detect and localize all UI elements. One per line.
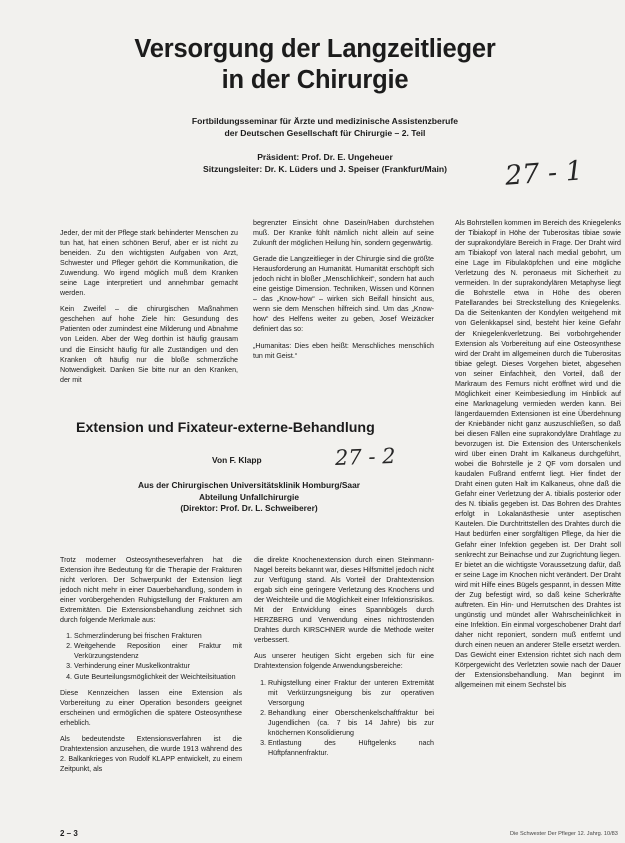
subtitle-line-1: Fortbildungsseminar für Ärzte und medizinische Assistenzberufe [191,116,459,126]
intro-paragraph: begrenzter Einsicht ohne Dasein/Haben durchstehen muß. Der Kranke fühlt nämlich nicht allein auf seine Zukunft der möglichen Heilung hin, sondern gegenwärtig. [253,219,434,248]
seminar-officials [110,151,540,175]
seminar-subtitle [110,115,540,139]
list-item: 2. Weitgehende Reposition einer Fraktur mit Verkürzungstendenz [74,641,242,661]
section-affiliation [80,480,418,515]
body-paragraph: Als Bohrstellen kommen im Bereich des Kniegelenks der Tibiakopf in Höhe der Tuberositas tibiae sowie der suprakondyläre Bereich in Frage. Der Draht wird am Tibiakopf von lateral nach medial gebohrt, um eine Lage im Fibulaköpfchen und eine mögliche Verletzung des N. peronaeus mit Sicherheit zu vermeiden. In der suprakondylären Metaphyse liegt die Bohrstelle etwa in Höhe des oberen Patellarandes bei Streckstellung des Kniegelenks. Da die Seitenkanten der Kondylen weitgehend mit von Gelenkkapsel sind, besteht hier keine Gefahr der Kniegelenkverletzung. Bei vorbohrgehender Extension als Vorbereitung auf eine Osteosynthese wird der Draht im allgemeinen durch die Tuberositas tibiae gelegt. Dieses Vorgehen bietet, abgesehen von seiner Einfachheit, den Vorteil, daß der Markraum des Femurs nicht eröffnet wird und die Möglichkeit einer Keimbesiedlung im Hinblick auf eine Marknagelung vermieden werden kann. Bei längerdauernden Extensionen ist eine Überdehnung der Kniebänder nicht ganz auszuschließen, so daß bei diesen Fällen eine suprakondyläre Drahtlage zu bevorzugen ist. Die Extension des Unterschenkels wird über einen Draht im Kalkaneus durchgeführt, wobei die Bohrstelle je 2 QF vom dorsalen und kaudalen Fußrand entfernt liegt. Hier findet der Draht einen guten Halt im Kalkaneus, ohne daß die Gefahr einer Verletzung der A. tibialis posterior oder des N. tibialis gegeben ist. Das Bohren des Drahtes erfolgt in Lokalanästhesie unter aseptischen Kautelen. Die Durchtrittstellen des Drahtes durch die Haut bedürfen einer sorgfältigen Pflege, da hier die Gefahr einer Infektion gegeben ist. Der Draht soll senkrecht zur Beinachse und zur Zugrichtung liegen. Er bietet an die wichtigste Voraussetzung dafür, daß er seine Lage im Knochen nicht verändert. Der Draht wird mit Hilfe eines Bügels gespannt, in dessen Mitte der Zug befestigt wird, so daß keine Scherkräfte auftreten. Ein Hin- und Herrutschen des Drahtes ist ungünstig und mündet aller Wahrscheinlichkeit in eine Infektion. Ein einmal vorgeschobener Draht darf daher nicht reponiert, sondern muß entfernt und durch einen neuen an anderer Stelle ersetzt werden. Das Gewicht einer Extension richtet sich nach dem Körpergewicht des Verletzten sowie nach der Dauer der Extensionsbehandlung. Man beginnt im allgemeinen mit einem Sechstel bis [455,219,622,690]
indications-list [254,678,434,758]
body-paragraph: Als bedeutendste Extensionsverfahren ist die Drahtextension anzusehen, die wurde 1913 während des 2. Balkankrieges von Rudolf KLAPP entwickelt, zu einem Zeitpunkt, als [60,734,242,773]
body-column-middle [254,555,434,764]
journal-footer: Die Schwester Der Pfleger 12. Jahrg. 10/83 [510,831,618,837]
session-lead-line: Sitzungsleiter: Dr. K. Lüders und J. Speiser (Frankfurt/Main) [202,164,447,174]
intro-paragraph: Gerade die Langzeitlieger in der Chirurgie sind die größte Herausforderung an Humanität. Humanität erschöpft sich jedoch nicht in bloßer „Menschlichkeit“, sondern hat auch eine geistige Dimension. Techniken, Wissen und Können – das „Know-how“ – wirken sich Beifall hinsicht aus, wenn sie dem Menschen hilfreich sind. Um das „Know-how“ des Helfens weiter zu geben, Josef Weizäcker definiert das so: [253,255,434,334]
body-paragraph: Trotz moderner Osteosyntheseverfahren hat die Extension ihre Bedeutung für die Therapie der Frakturen nicht verloren. Der Schwerpunkt der Extension liegt jedoch nicht mehr in einer Dauerbehandlung, sondern in einer vorübergehenden Ruhigstellung der Frakturen am Extremitäten. Die Extensionsbehandlung zeichnet sich durch folgende Merkmale aus: [60,556,242,625]
list-item: 1. Schmerzlinderung bei frischen Frakturen [74,631,242,641]
president-line: Präsident: Prof. Dr. E. Ungeheuer [257,152,393,162]
subtitle-line-2: der Deutschen Gesellschaft für Chirurgie – 2. Teil [224,128,426,138]
handwritten-annotation-2: 27 - 2 [334,443,396,471]
list-item: 1. Ruhigstellung einer Fraktur der unteren Extremität mit Verkürzungsneigung bis zur operativen Versorgung [268,678,434,708]
intro-paragraph: Kein Zweifel – die chirurgischen Maßnahmen geschehen auf hohe Ziele hin: Gesundung des Patienten oder zumindest eine Milderung und Abnahme von Leiden. Aber der Weg dorthin ist häufig grausam und die Einsicht häufig für alle Zuständigen und den Kranken oft häufig nur die bloße schmerzliche Notwendigkeit. Danken Sie bitte nur an den Kranken, der mit [60,305,238,384]
affiliation-line-2: Abteilung Unfallchirurgie [198,491,300,502]
intro-paragraph: Jeder, der mit der Pflege stark behinderter Menschen zu tun hat, hat einen schönen Beruf, aber er ist nicht zu beneiden. Zu den wichtigsten Aufgaben von Arzt, Schwester und Pfleger gehört die Kommunikation, die Zuwendung. Wo irgend möglich muß dem Kranken seine Lage interpretiert und annehmbar gemacht werden. [60,229,238,298]
intro-quote: „Humanitas: Dies eben heißt: Menschliches menschlich tun mit Geist.“ [253,341,434,360]
body-column-left [60,555,242,780]
article-title [80,34,550,96]
list-item: 3. Entlastung des Hüftgelenks nach Hüftpfannenfraktur. [268,738,434,758]
page-number: 2 – 3 [60,829,78,838]
list-item: 4. Gute Beurteilungsmöglichkeit der Weichteilsituation [74,672,242,682]
body-paragraph: Aus unserer heutigen Sicht ergeben sich für eine Drahtextension folgende Anwendungsbereiche: [254,652,434,671]
list-item: 2. Behandlung einer Oberschenkelschaftfraktur bei Jugendlichen (ca. 7 bis 14 Jahre) bis zur knöchernen Konsolidierung [268,708,434,738]
body-column-right [455,218,621,696]
handwritten-annotation-1: 27 - 1 [504,155,584,192]
intro-column-middle [253,218,434,367]
features-list [60,631,242,681]
body-paragraph: die direkte Knochenextension durch einen Steinmann-Nagel bereits bekannt war, dieses Hilfsmittel jedoch nicht zur Verfügung stand. Als Vorteil der Drahtextension ergab sich eine geringere Verletzung des Knochens und der Weichteile und die Möglichkeit einer Infektionsrisikos. Mit der Entwicklung eines Spannbügels durch HERZBERG und Verwendung eines nichtrostenden Drahtes durch KIRSCHNER wurde die Methode weiter verbessert. [254,556,434,645]
section-title: Extension und Fixateur-externe-Behandlung [76,420,375,436]
title-line-2: in der Chirurgie [221,66,409,94]
intro-column-left [60,228,238,391]
body-paragraph: Diese Kennzeichen lassen eine Extension als Vorbereitung zu einer Operation besonders geeignet erscheinen und ermöglichen die spätere Osteosynthese erheblich. [60,688,242,727]
section-byline: Von F. Klapp [212,455,262,465]
list-item: 3. Verhinderung einer Muskelkontraktur [74,661,242,671]
affiliation-line-3: (Direktor: Prof. Dr. L. Schweiberer) [180,503,318,513]
title-line-1: Versorgung der Langzeitlieger [134,35,496,63]
affiliation-line-1: Aus der Chirurgischen Universitätsklinik Homburg/Saar [138,480,360,490]
